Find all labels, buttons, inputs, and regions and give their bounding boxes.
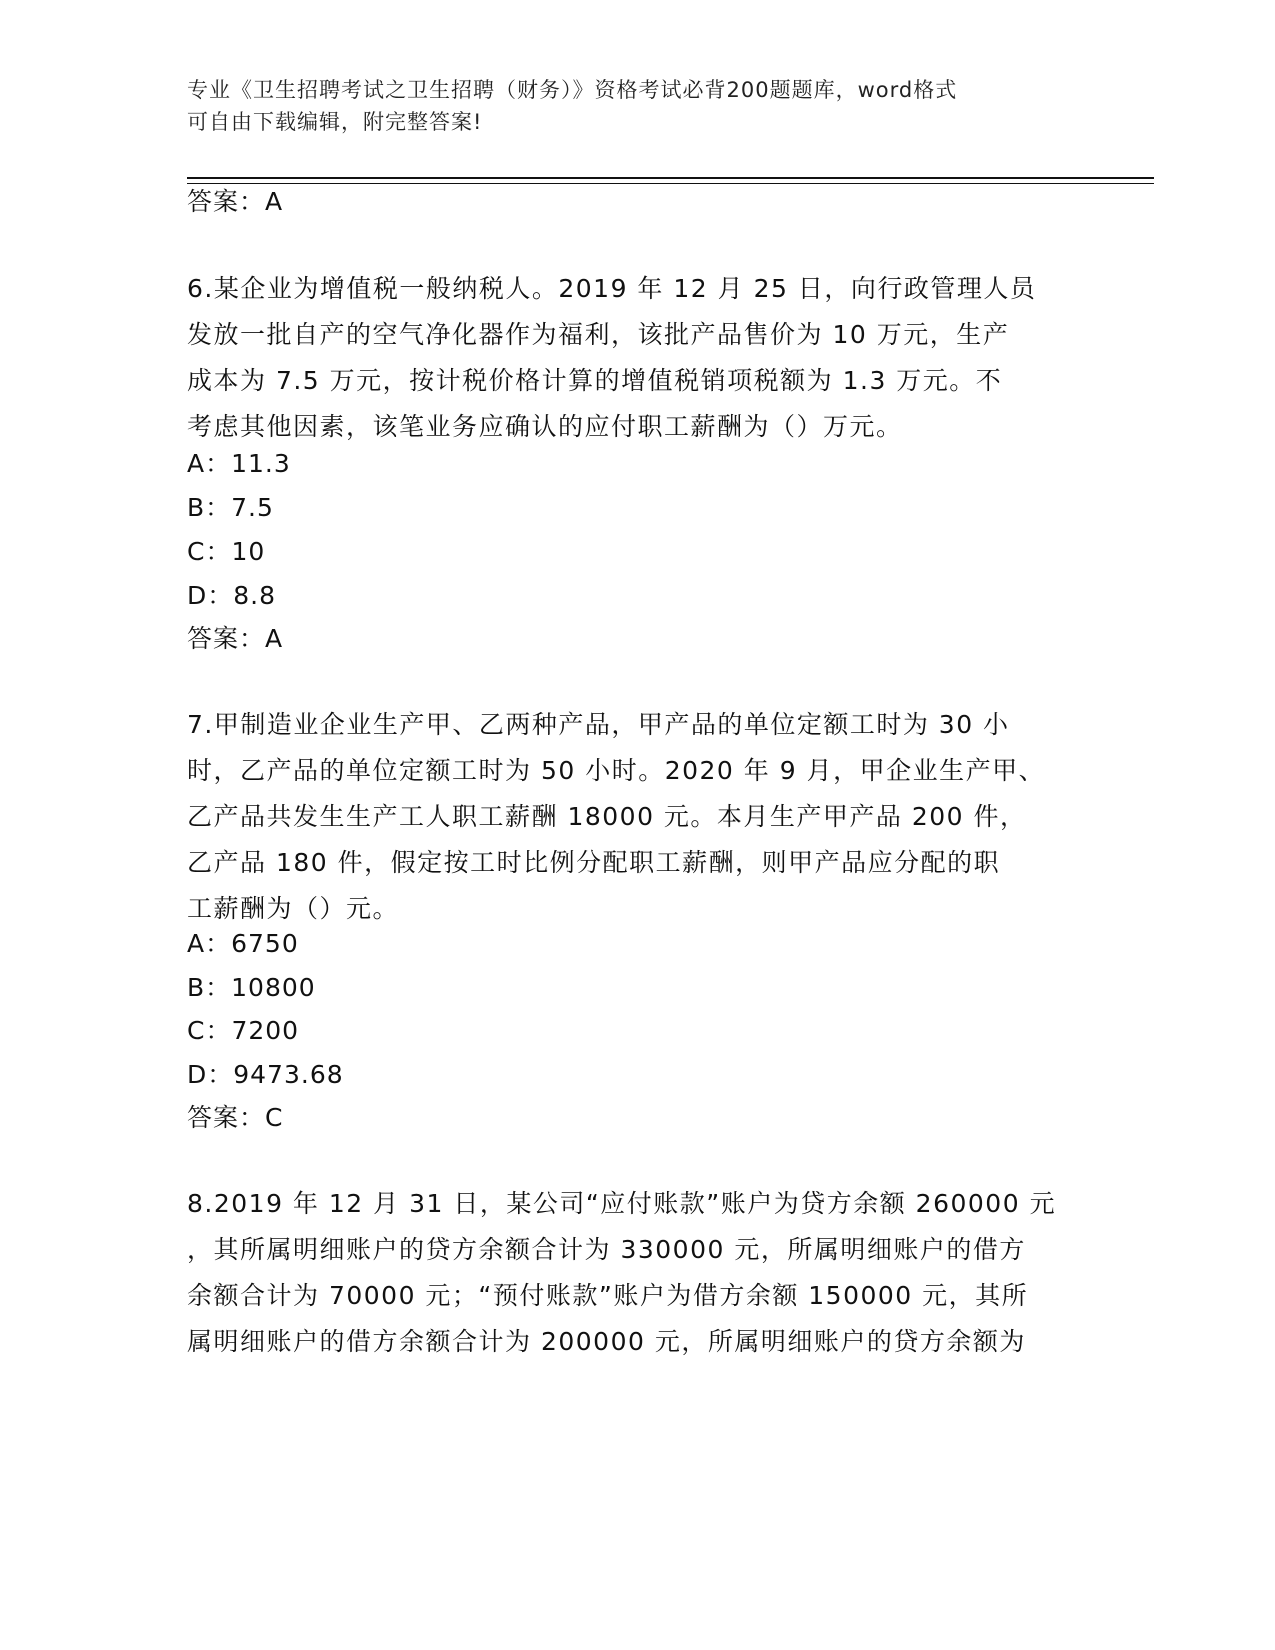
question-7-line: 7.甲制造业企业生产甲、乙两种产品，甲产品的单位定额工时为 30 小 xyxy=(187,710,1010,739)
question-6-line: 考虑其他因素，该笔业务应确认的应付职工薪酬为（）万元。 xyxy=(187,412,903,441)
question-6-line: 6.某企业为增值税一般纳税人。2019 年 12 月 25 日，向行政管理人员 xyxy=(187,274,1037,303)
question-8-line: 属明细账户的借方余额合计为 200000 元，所属明细账户的贷方余额为 xyxy=(187,1327,1026,1356)
question-8-line: ，其所属明细账户的贷方余额合计为 330000 元，所属明细账户的借方 xyxy=(187,1235,1026,1264)
header-line-1: 专业《卫生招聘考试之卫生招聘（财务）》资格考试必背200题题库，word格式 xyxy=(187,78,958,102)
question-6-line: 成本为 7.5 万元，按计税价格计算的增值税销项税额为 1.3 万元。不 xyxy=(187,366,1003,395)
question-6-line: 发放一批自产的空气净化器作为福利，该批产品售价为 10 万元，生产 xyxy=(187,320,1010,349)
question-7-line: 乙产品 180 件，假定按工时比例分配职工薪酬，则甲产品应分配的职 xyxy=(187,848,1001,877)
question-6-answer: 答案：A xyxy=(187,624,284,653)
question-6-option-d: D：8.8 xyxy=(187,581,277,610)
question-6-option-b: B：7.5 xyxy=(187,493,274,522)
question-7-option-b: B：10800 xyxy=(187,973,316,1002)
answer-previous: 答案：A xyxy=(187,187,284,216)
question-6-text xyxy=(187,266,1087,450)
header-divider-thin xyxy=(187,183,1154,184)
question-7-option-c: C：7200 xyxy=(187,1016,300,1045)
document-header xyxy=(187,74,1067,138)
question-7-line: 工薪酬为（）元。 xyxy=(187,894,400,923)
question-7-line: 乙产品共发生生产工人职工薪酬 18000 元。本月生产甲产品 200 件， xyxy=(187,802,1027,831)
question-8-line: 余额合计为 70000 元；“预付账款”账户为借方余额 150000 元，其所 xyxy=(187,1281,1029,1310)
question-7-text xyxy=(187,702,1087,932)
question-7-line: 时，乙产品的单位定额工时为 50 小时。2020 年 9 月，甲企业生产甲、 xyxy=(187,756,1046,785)
question-6-option-c: C：10 xyxy=(187,537,266,566)
question-7-option-a: A：6750 xyxy=(187,929,299,958)
header-line-2: 可自由下载编辑，附完整答案! xyxy=(187,110,483,134)
question-6-option-a: A：11.3 xyxy=(187,449,291,478)
question-8-text xyxy=(187,1181,1087,1365)
question-7-option-d: D：9473.68 xyxy=(187,1060,344,1089)
header-divider xyxy=(187,177,1154,179)
question-7-answer: 答案：C xyxy=(187,1103,284,1132)
question-8-line: 8.2019 年 12 月 31 日，某公司“应付账款”账户为贷方余额 260000 元 xyxy=(187,1189,1057,1218)
